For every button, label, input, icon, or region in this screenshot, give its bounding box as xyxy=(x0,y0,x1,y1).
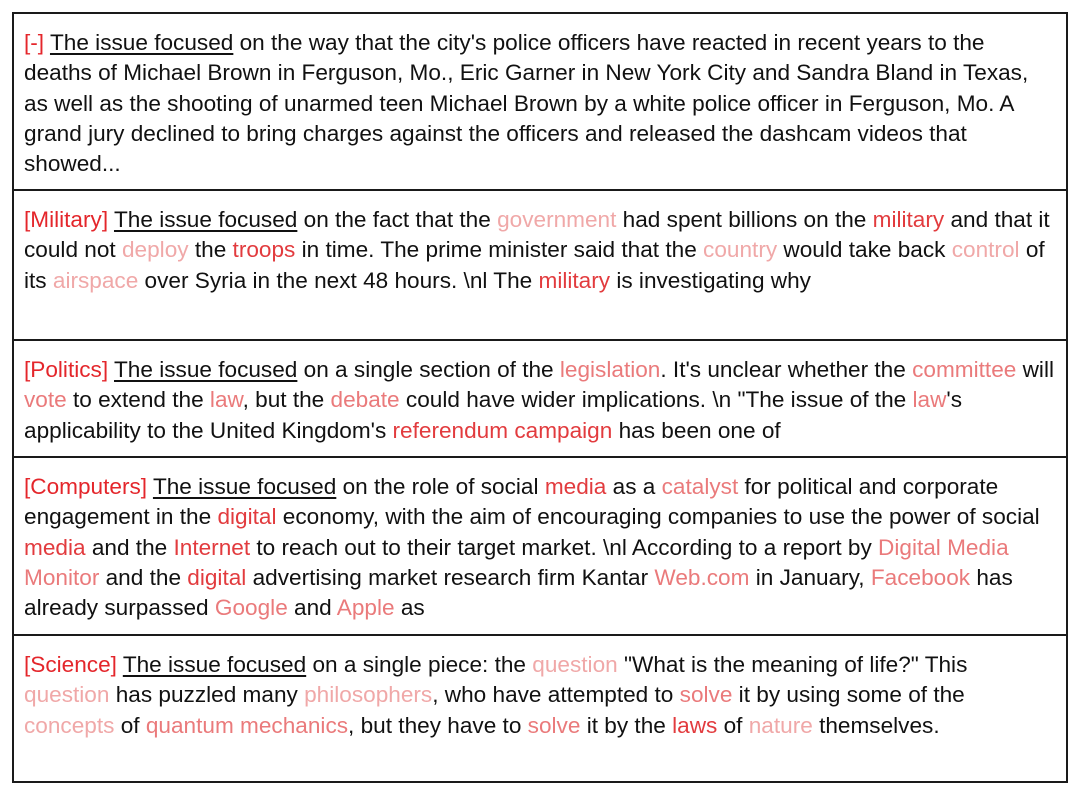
highlight-strong: troops xyxy=(232,237,296,263)
highlight-strong: digital xyxy=(187,564,247,590)
row-text: [Politics] The issue focused on a single section of the legislation. It's unclear whether the committee will vote to extend the law, but the debate could have wider implications. \n "The issue of the law's applicability to the United Kingdom's referendum campaign has been one of xyxy=(24,357,1054,443)
highlight-light: country xyxy=(703,237,778,263)
row-politics xyxy=(12,341,1068,458)
highlight-medium: committee xyxy=(912,357,1017,382)
topic-label: [Politics] xyxy=(24,357,109,382)
topic-label: [Computers] xyxy=(24,474,148,499)
highlight-medium: Apple xyxy=(336,595,395,621)
highlight-light: concepts xyxy=(24,712,115,738)
highlight-medium: legislation xyxy=(559,357,661,382)
row-text: [Computers] The issue focused on the role of social media as a catalyst for political and corporate engagement in the digital economy, with the aim of encouraging companies to use the power of social media and the Internet to reach out to their target market. \nl According to a report by Digital Media Monitor and the digital advertising market research firm Kantar Web.com in January, Facebook has already surpassed Google and Apple as xyxy=(24,474,1040,621)
highlight-medium: law xyxy=(209,387,243,413)
highlight-light: question xyxy=(532,652,618,677)
topic-label: [-] xyxy=(24,30,45,55)
highlight-strong: laws xyxy=(672,712,718,738)
row-none xyxy=(12,14,1068,191)
row-military xyxy=(12,191,1068,341)
highlight-medium: vote xyxy=(24,387,67,413)
highlight-medium: solve xyxy=(679,682,733,708)
underlined-prefix: The issue focused xyxy=(113,207,298,232)
highlight-medium: quantum mechanics xyxy=(145,712,349,738)
highlight-light: control xyxy=(951,237,1020,263)
highlight-medium: Web.com xyxy=(654,564,750,590)
highlight-strong: military xyxy=(872,207,945,232)
row-text: [Military] The issue focused on the fact that the government had spent billions on the military and that it could not deploy the troops in time. The prime minister said that the country would take back control of its airspace over Syria in the next 48 hours. \nl The military is investigating why xyxy=(24,207,1050,293)
highlight-light: philosophers xyxy=(304,682,433,708)
topic-label: [Military] xyxy=(24,207,109,232)
highlight-medium: law xyxy=(912,387,947,413)
highlight-medium: Digital Media Monitor xyxy=(24,534,1009,590)
underlined-prefix: The issue focused xyxy=(122,652,307,677)
row-text: [Science] The issue focused on a single piece: the question "What is the meaning of life?" This question has puzzled many philosophers, who have attempted to solve it by using some of the concepts of quantum mechanics, but they have to solve it by the laws of nature themselves. xyxy=(24,652,968,738)
highlight-medium: catalyst xyxy=(661,474,739,499)
topic-label: [Science] xyxy=(24,652,117,677)
highlight-light: question xyxy=(24,682,110,708)
highlight-medium: debate xyxy=(330,387,400,413)
underlined-prefix: The issue focused xyxy=(49,30,234,55)
highlight-medium: Google xyxy=(214,595,288,621)
row-science xyxy=(12,636,1068,783)
highlight-medium: Facebook xyxy=(870,564,971,590)
highlight-strong: media xyxy=(544,474,607,499)
highlight-strong: referendum campaign xyxy=(392,417,613,443)
highlight-strong: digital xyxy=(217,504,277,530)
row-computers xyxy=(12,458,1068,636)
topic-samples-table xyxy=(12,12,1068,783)
highlight-light: nature xyxy=(748,712,813,738)
highlight-strong: military xyxy=(538,267,611,293)
highlight-strong: Internet xyxy=(173,534,251,560)
highlight-light: government xyxy=(497,207,617,232)
highlight-medium: solve xyxy=(527,712,581,738)
underlined-prefix: The issue focused xyxy=(114,357,298,382)
highlight-strong: media xyxy=(24,534,86,560)
highlight-light: airspace xyxy=(52,267,139,293)
underlined-prefix: The issue focused xyxy=(152,474,337,499)
row-text: [-] The issue focused on the way that the city's police officers have reacted in recent years to the deaths of Michael Brown in Ferguson, Mo., Eric Garner in New York City and Sandra Bland in Texas, as well as the shooting of unarmed teen Michael Brown by a white police officer in Ferguson, Mo. A grand jury declined to bring charges against the officers and released the dashcam videos that showed... xyxy=(24,30,1029,177)
highlight-light: deploy xyxy=(121,237,189,263)
